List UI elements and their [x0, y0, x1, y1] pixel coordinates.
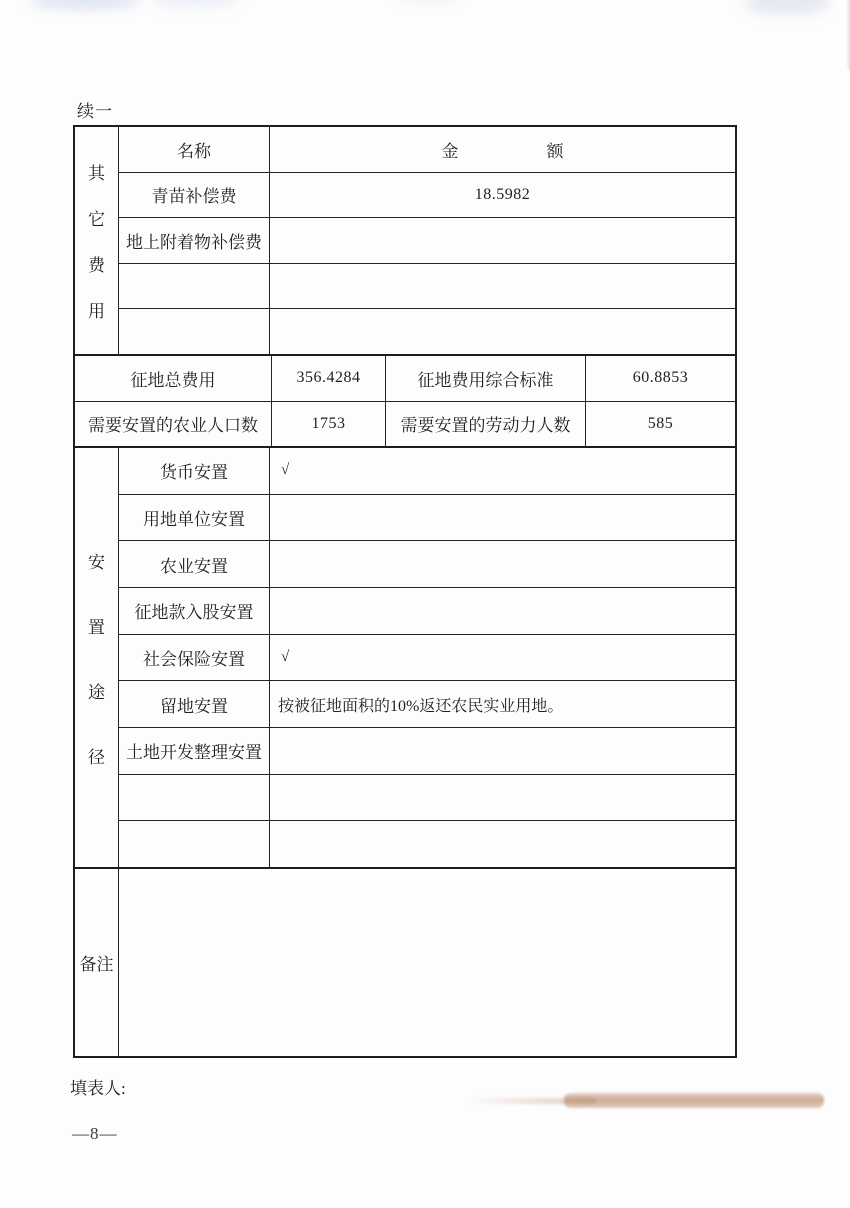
resettlement-label-char: 径 — [88, 747, 105, 767]
resettlement-value-cell: 按被征地面积的10%返还农民实业用地。 — [278, 697, 564, 715]
resettlement-section — [75, 448, 735, 869]
resettlement-name-cell: 用地单位安置 — [119, 495, 270, 541]
total-cost-row — [75, 356, 735, 402]
form-filler-label: 填表人: — [70, 1079, 126, 1098]
resettlement-name-cell — [119, 775, 270, 821]
land-acquisition-table — [73, 125, 737, 1058]
fee-amount-cell: 18.5982 — [474, 185, 531, 203]
highlighter-smear — [466, 1086, 826, 1116]
resettlement-rows — [119, 448, 735, 867]
name-column-header: 名称 — [119, 127, 270, 172]
fee-amount-cell — [270, 218, 735, 263]
fee-amount-cell — [270, 264, 735, 309]
other-fees-label-char: 其 — [88, 164, 105, 183]
resettlement-name-cell: 农业安置 — [119, 541, 270, 587]
summary-section — [75, 356, 735, 448]
resettlement-value-cell — [270, 728, 735, 774]
resettlement-value-cell — [270, 588, 735, 634]
table-row — [119, 218, 735, 264]
scan-smudge-top-left — [30, 0, 140, 10]
resettlement-section-label — [75, 448, 119, 867]
other-fees-section — [75, 127, 735, 356]
checkmark-icon: √ — [281, 462, 290, 479]
resettlement-label-char: 途 — [88, 682, 105, 702]
total-cost-label: 征地总费用 — [75, 356, 272, 401]
composite-standard-label: 征地费用综合标准 — [386, 356, 586, 401]
other-fees-label-char: 它 — [88, 210, 105, 229]
fee-amount-cell — [270, 309, 735, 354]
resettlement-name-cell: 征地款入股安置 — [119, 588, 270, 634]
resettlement-name-cell: 土地开发整理安置 — [119, 728, 270, 774]
fee-name-cell: 青苗补偿费 — [119, 173, 270, 218]
table-row — [119, 264, 735, 310]
table-row — [119, 588, 735, 635]
other-fees-label-char: 用 — [88, 302, 105, 321]
fee-name-cell — [119, 309, 270, 354]
page-number: —8— — [72, 1124, 118, 1143]
resettlement-value-cell — [270, 775, 735, 821]
composite-standard-value: 60.8853 — [632, 369, 689, 387]
resettlement-name-cell — [119, 821, 270, 867]
amount-header-char: 额 — [546, 141, 564, 161]
table-row — [119, 309, 735, 354]
table-row — [119, 448, 735, 495]
table-row — [119, 173, 735, 219]
other-fees-section-label — [75, 127, 119, 354]
agri-population-value: 1753 — [272, 402, 386, 447]
scan-smudge-top-mid-left — [150, 0, 240, 6]
remarks-label: 备注 — [75, 869, 119, 1056]
fee-name-cell: 地上附着物补偿费 — [119, 218, 270, 263]
table-row — [119, 821, 735, 867]
resettlement-name-cell: 货币安置 — [119, 448, 270, 494]
table-row — [119, 681, 735, 728]
checkmark-icon: √ — [281, 649, 290, 666]
resettlement-name-cell: 社会保险安置 — [119, 635, 270, 681]
remarks-section — [75, 869, 735, 1056]
scan-smudge-top-right — [745, 0, 830, 14]
labor-count-label: 需要安置的劳动力人数 — [386, 402, 586, 447]
table-row — [119, 635, 735, 682]
population-row — [75, 402, 735, 447]
agri-population-label: 需要安置的农业人口数 — [75, 402, 272, 447]
table-row — [119, 728, 735, 775]
resettlement-label-char: 置 — [88, 617, 105, 637]
other-fees-rows — [119, 127, 735, 354]
table-row — [119, 495, 735, 542]
resettlement-value-cell — [270, 495, 735, 541]
highlighter-smear-body — [564, 1093, 824, 1108]
total-cost-value: 356.4284 — [272, 356, 386, 401]
scan-smudge-top-center — [400, 0, 460, 2]
resettlement-value-cell — [270, 541, 735, 587]
other-fees-header-row — [119, 127, 735, 173]
amount-header-char: 金 — [441, 141, 459, 161]
table-row — [119, 775, 735, 822]
labor-count-value: 585 — [647, 414, 674, 432]
resettlement-label-char: 安 — [88, 552, 105, 572]
remarks-content — [119, 869, 735, 1056]
resettlement-value-cell — [270, 821, 735, 867]
amount-column-header — [270, 127, 735, 172]
continuation-label: 续一 — [77, 102, 113, 121]
fee-name-cell — [119, 264, 270, 309]
other-fees-label-char: 费 — [88, 256, 105, 275]
resettlement-name-cell: 留地安置 — [119, 681, 270, 727]
table-row — [119, 541, 735, 588]
